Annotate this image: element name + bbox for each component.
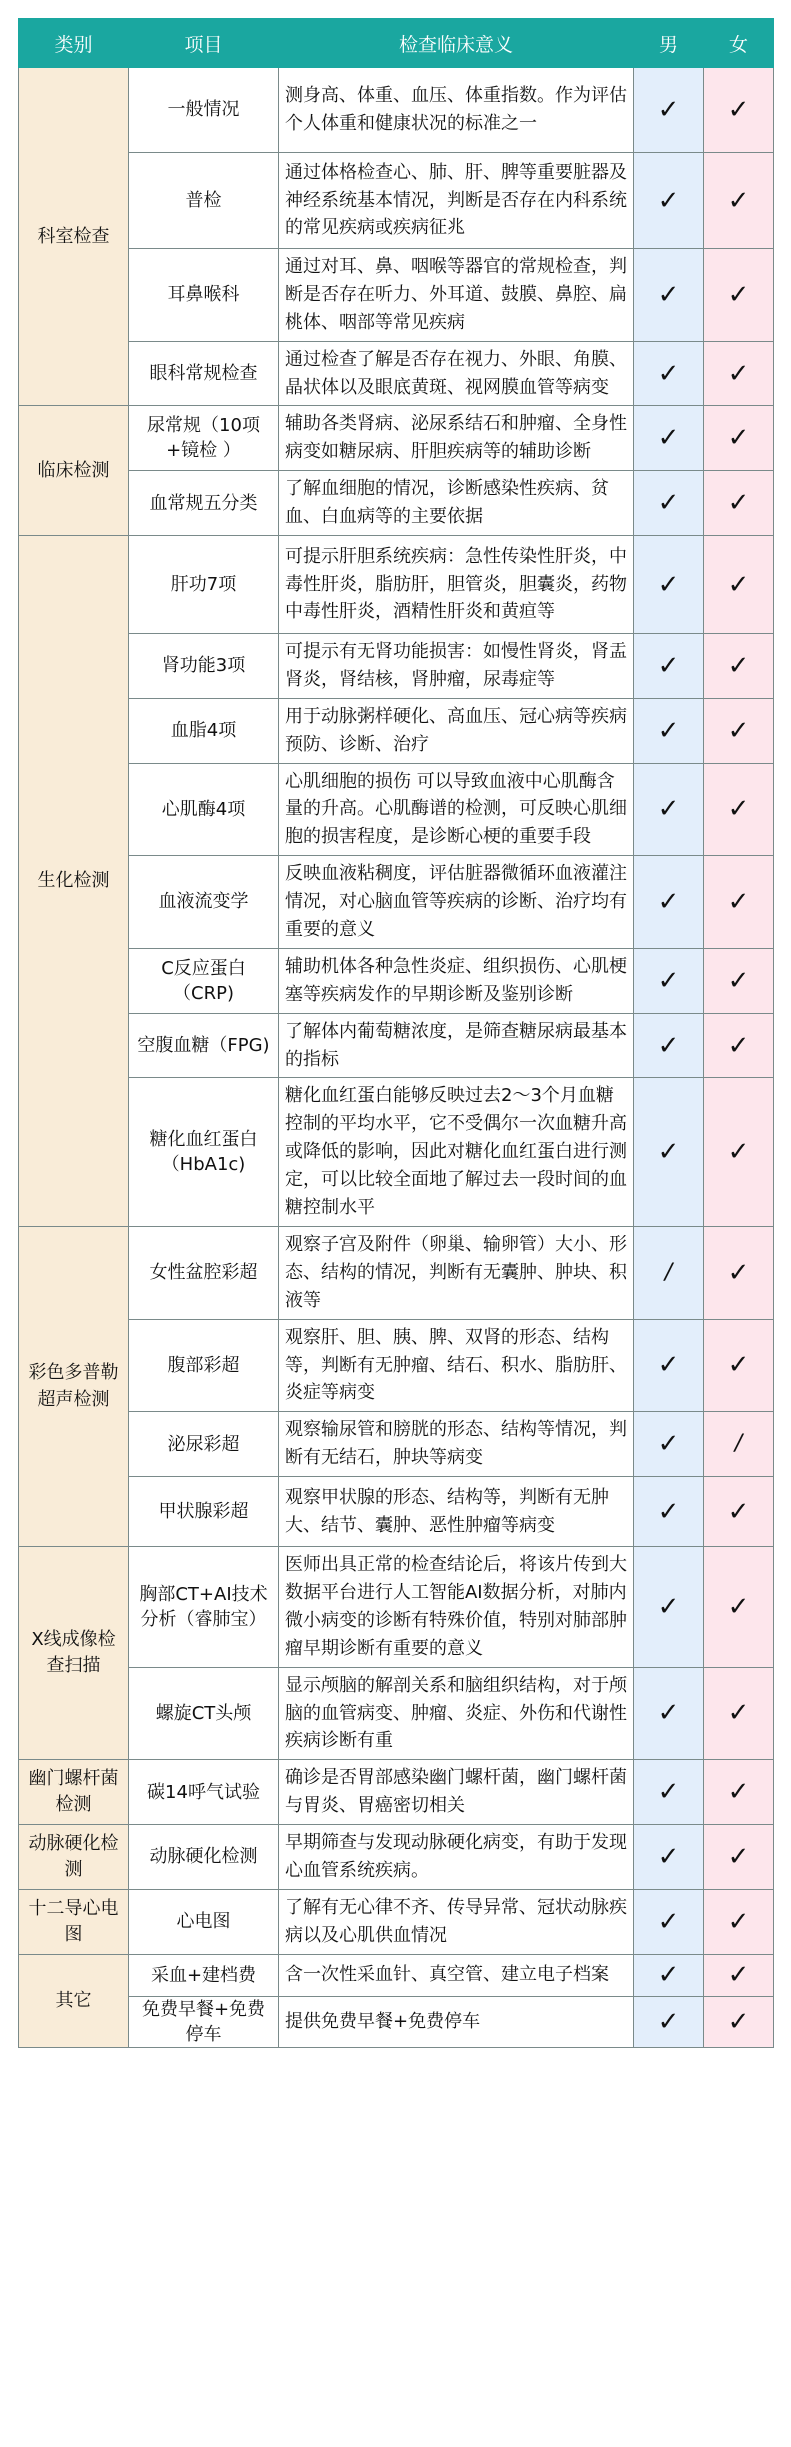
- meaning-cell: 观察甲状腺的形态、结构等，判断有无肿大、结节、囊肿、恶性肿瘤等病变: [279, 1477, 634, 1547]
- check-icon: ✓: [657, 1496, 680, 1527]
- item-cell: 女性盆腔彩超: [129, 1226, 279, 1319]
- item-cell: 空腹血糖（FPG): [129, 1013, 279, 1078]
- female-cell: [704, 1996, 774, 2047]
- category-cell: 临床检测: [19, 406, 129, 536]
- female-cell: [704, 856, 774, 949]
- check-icon: ✓: [727, 423, 750, 454]
- female-cell: [704, 153, 774, 249]
- check-icon: ✓: [727, 2006, 750, 2037]
- check-icon: ✓: [727, 1698, 750, 1729]
- item-cell: 普检: [129, 153, 279, 249]
- table-row: [19, 341, 774, 406]
- table-row: [19, 1412, 774, 1477]
- table-row: [19, 1226, 774, 1319]
- header-female: 女: [704, 19, 774, 68]
- male-cell: [634, 249, 704, 342]
- female-cell: [704, 1013, 774, 1078]
- check-icon: ✓: [657, 2006, 680, 2037]
- meaning-cell: 通过对耳、鼻、咽喉等器官的常规检查，判断是否存在听力、外耳道、鼓膜、鼻腔、扁桃体、咽部等常见疾病: [279, 249, 634, 342]
- table-row: [19, 249, 774, 342]
- female-cell: [704, 1667, 774, 1760]
- check-icon: ✓: [727, 1960, 750, 1991]
- item-cell: 血液流变学: [129, 856, 279, 949]
- male-cell: [634, 763, 704, 856]
- meaning-cell: 了解体内葡萄糖浓度，是筛查糖尿病最基本的指标: [279, 1013, 634, 1078]
- check-icon: ✓: [657, 488, 680, 519]
- category-cell: 动脉硬化检测: [19, 1825, 129, 1890]
- check-icon: ✓: [727, 715, 750, 746]
- female-cell: [704, 341, 774, 406]
- meaning-cell: 可提示有无肾功能损害：如慢性肾炎，肾盂肾炎，肾结核，肾肿瘤，尿毒症等: [279, 634, 634, 699]
- table-row: [19, 1889, 774, 1954]
- female-cell: [704, 1319, 774, 1412]
- table-row: [19, 1477, 774, 1547]
- item-cell: 泌尿彩超: [129, 1412, 279, 1477]
- meaning-cell: 医师出具正常的检查结论后，将该片传到大数据平台进行人工智能AI数据分析，对肺内微小病变的诊断有特殊价值，特别对肺部肿瘤早期诊断有重要的意义: [279, 1547, 634, 1668]
- male-cell: [634, 1319, 704, 1412]
- check-icon: ✓: [727, 1841, 750, 1872]
- check-icon: ✓: [657, 1591, 680, 1622]
- meaning-cell: 了解血细胞的情况，诊断感染性疾病、贫血、白血病等的主要依据: [279, 471, 634, 536]
- exam-table-container: [18, 18, 773, 2048]
- check-icon: ✓: [657, 1841, 680, 1872]
- female-cell: [704, 1889, 774, 1954]
- slash-icon: /: [664, 1259, 673, 1285]
- check-icon: ✓: [727, 1137, 750, 1168]
- table-row: [19, 1996, 774, 2047]
- check-icon: ✓: [657, 1137, 680, 1168]
- table-row: [19, 1825, 774, 1890]
- female-cell: [704, 1477, 774, 1547]
- male-cell: [634, 1226, 704, 1319]
- item-cell: 胸部CT+AI技术分析（睿肺宝）: [129, 1547, 279, 1668]
- female-cell: [704, 1078, 774, 1226]
- table-row: [19, 1013, 774, 1078]
- female-cell: [704, 471, 774, 536]
- male-cell: [634, 68, 704, 153]
- check-icon: ✓: [727, 358, 750, 389]
- item-cell: 采血+建档费: [129, 1954, 279, 1996]
- check-icon: ✓: [657, 1429, 680, 1460]
- check-icon: ✓: [657, 794, 680, 825]
- item-cell: 甲状腺彩超: [129, 1477, 279, 1547]
- meaning-cell: 糖化血红蛋白能够反映过去2～3个月血糖控制的平均水平，它不受偶尔一次血糖升高或降低的影响，因此对糖化血红蛋白进行测定，可以比较全面地了解过去一段时间的血糖控制水平: [279, 1078, 634, 1226]
- table-row: [19, 1954, 774, 1996]
- male-cell: [634, 1889, 704, 1954]
- item-cell: 血脂4项: [129, 698, 279, 763]
- male-cell: [634, 1825, 704, 1890]
- table-row: [19, 536, 774, 634]
- item-cell: 心电图: [129, 1889, 279, 1954]
- table-row: [19, 948, 774, 1013]
- item-cell: 免费早餐+免费停车: [129, 1996, 279, 2047]
- male-cell: [634, 153, 704, 249]
- male-cell: [634, 634, 704, 699]
- check-icon: ✓: [657, 1777, 680, 1808]
- female-cell: [704, 536, 774, 634]
- check-icon: ✓: [657, 965, 680, 996]
- male-cell: [634, 1477, 704, 1547]
- item-cell: 糖化血红蛋白（HbA1c): [129, 1078, 279, 1226]
- slash-icon: /: [734, 1431, 743, 1457]
- female-cell: [704, 634, 774, 699]
- table-row: [19, 698, 774, 763]
- item-cell: 碳14呼气试验: [129, 1760, 279, 1825]
- item-cell: 肾功能3项: [129, 634, 279, 699]
- item-cell: 肝功7项: [129, 536, 279, 634]
- category-cell: 幽门螺杆菌检测: [19, 1760, 129, 1825]
- meaning-cell: 观察子宫及附件（卵巢、输卵管）大小、形态、结构的情况，判断有无囊肿、肿块、积液等: [279, 1226, 634, 1319]
- meaning-cell: 含一次性采血针、真空管、建立电子档案: [279, 1954, 634, 1996]
- table-row: [19, 856, 774, 949]
- female-cell: [704, 1954, 774, 1996]
- check-icon: ✓: [727, 965, 750, 996]
- meaning-cell: 观察肝、胆、胰、脾、双肾的形态、结构等，判断有无肿瘤、结石、积水、脂肪肝、炎症等病变: [279, 1319, 634, 1412]
- check-icon: ✓: [657, 1030, 680, 1061]
- header-category: 类别: [19, 19, 129, 68]
- female-cell: [704, 1825, 774, 1890]
- header-meaning: 检查临床意义: [279, 19, 634, 68]
- meaning-cell: 反映血液粘稠度，评估脏器微循环血液灌注情况，对心脑血管等疾病的诊断、治疗均有重要的意义: [279, 856, 634, 949]
- check-icon: ✓: [727, 95, 750, 125]
- table-row: [19, 68, 774, 153]
- meaning-cell: 了解有无心律不齐、传导异常、冠状动脉疾病以及心肌供血情况: [279, 1889, 634, 1954]
- check-icon: ✓: [727, 794, 750, 825]
- check-icon: ✓: [727, 1777, 750, 1808]
- male-cell: [634, 1412, 704, 1477]
- category-cell: 生化检测: [19, 536, 129, 1227]
- item-cell: 动脉硬化检测: [129, 1825, 279, 1890]
- table-row: [19, 471, 774, 536]
- male-cell: [634, 471, 704, 536]
- header-item: 项目: [129, 19, 279, 68]
- item-cell: 心肌酶4项: [129, 763, 279, 856]
- meaning-cell: 确诊是否胃部感染幽门螺杆菌，幽门螺杆菌与胃炎、胃癌密切相关: [279, 1760, 634, 1825]
- table-row: [19, 763, 774, 856]
- female-cell: [704, 1226, 774, 1319]
- table-row: [19, 1667, 774, 1760]
- female-cell: [704, 1412, 774, 1477]
- male-cell: [634, 1760, 704, 1825]
- check-icon: ✓: [657, 715, 680, 746]
- item-cell: 眼科常规检查: [129, 341, 279, 406]
- check-icon: ✓: [727, 1496, 750, 1527]
- male-cell: [634, 1078, 704, 1226]
- male-cell: [634, 856, 704, 949]
- check-icon: ✓: [657, 569, 680, 600]
- item-cell: 腹部彩超: [129, 1319, 279, 1412]
- check-icon: ✓: [727, 279, 750, 310]
- female-cell: [704, 698, 774, 763]
- check-icon: ✓: [657, 358, 680, 389]
- exam-table: [18, 18, 774, 2048]
- table-row: [19, 1760, 774, 1825]
- check-icon: ✓: [657, 650, 680, 681]
- female-cell: [704, 406, 774, 471]
- header-male: 男: [634, 19, 704, 68]
- check-icon: ✓: [727, 1906, 750, 1937]
- table-row: [19, 1078, 774, 1226]
- table-row: [19, 153, 774, 249]
- item-cell: C反应蛋白（CRP): [129, 948, 279, 1013]
- male-cell: [634, 1996, 704, 2047]
- check-icon: ✓: [657, 1698, 680, 1729]
- meaning-cell: 通过检查了解是否存在视力、外眼、角膜、晶状体以及眼底黄斑、视网膜血管等病变: [279, 341, 634, 406]
- check-icon: ✓: [657, 95, 680, 125]
- category-cell: 科室检查: [19, 68, 129, 406]
- female-cell: [704, 1547, 774, 1668]
- meaning-cell: 辅助机体各种急性炎症、组织损伤、心肌梗塞等疾病发作的早期诊断及鉴别诊断: [279, 948, 634, 1013]
- male-cell: [634, 1954, 704, 1996]
- check-icon: ✓: [657, 1350, 680, 1381]
- exam-table-body: [19, 68, 774, 2048]
- female-cell: [704, 1760, 774, 1825]
- table-row: [19, 1319, 774, 1412]
- check-icon: ✓: [657, 279, 680, 310]
- check-icon: ✓: [657, 887, 680, 918]
- check-icon: ✓: [657, 185, 680, 216]
- category-cell: X线成像检查扫描: [19, 1547, 129, 1760]
- meaning-cell: 早期筛查与发现动脉硬化病变，有助于发现心血管系统疾病。: [279, 1825, 634, 1890]
- meaning-cell: 通过体格检查心、肺、肝、脾等重要脏器及神经系统基本情况，判断是否存在内科系统的常见疾病或疾病征兆: [279, 153, 634, 249]
- female-cell: [704, 249, 774, 342]
- meaning-cell: 辅助各类肾病、泌尿系结石和肿瘤、全身性病变如糖尿病、肝胆疾病等的辅助诊断: [279, 406, 634, 471]
- male-cell: [634, 1667, 704, 1760]
- check-icon: ✓: [657, 1960, 680, 1991]
- meaning-cell: 心肌细胞的损伤 可以导致血液中心肌酶含量的升高。心肌酶谱的检测，可反映心肌细胞的损害程度，是诊断心梗的重要手段: [279, 763, 634, 856]
- meaning-cell: 可提示肝胆系统疾病：急性传染性肝炎，中毒性肝炎，脂肪肝，胆管炎，胆囊炎，药物中毒性肝炎，酒精性肝炎和黄疸等: [279, 536, 634, 634]
- male-cell: [634, 536, 704, 634]
- female-cell: [704, 763, 774, 856]
- check-icon: ✓: [657, 1906, 680, 1937]
- check-icon: ✓: [727, 887, 750, 918]
- item-cell: 耳鼻喉科: [129, 249, 279, 342]
- item-cell: 一般情况: [129, 68, 279, 153]
- check-icon: ✓: [727, 650, 750, 681]
- check-icon: ✓: [727, 569, 750, 600]
- table-row: [19, 406, 774, 471]
- male-cell: [634, 698, 704, 763]
- item-cell: 螺旋CT头颅: [129, 1667, 279, 1760]
- meaning-cell: 观察输尿管和膀胱的形态、结构等情况，判断有无结石，肿块等病变: [279, 1412, 634, 1477]
- check-icon: ✓: [727, 1591, 750, 1622]
- meaning-cell: 用于动脉粥样硬化、高血压、冠心病等疾病预防、诊断、治疗: [279, 698, 634, 763]
- item-cell: 血常规五分类: [129, 471, 279, 536]
- check-icon: ✓: [727, 1030, 750, 1061]
- category-cell: 十二导心电图: [19, 1889, 129, 1954]
- check-icon: ✓: [727, 1350, 750, 1381]
- check-icon: ✓: [727, 488, 750, 519]
- meaning-cell: 测身高、体重、血压、体重指数。作为评估个人体重和健康状况的标准之一: [279, 68, 634, 153]
- table-row: [19, 1547, 774, 1668]
- meaning-cell: 显示颅脑的解剖关系和脑组织结构，对于颅脑的血管病变、肿瘤、炎症、外伤和代谢性疾病诊断有重: [279, 1667, 634, 1760]
- male-cell: [634, 406, 704, 471]
- category-cell: 彩色多普勒超声检测: [19, 1226, 129, 1546]
- male-cell: [634, 1013, 704, 1078]
- check-icon: ✓: [727, 1257, 750, 1288]
- female-cell: [704, 948, 774, 1013]
- male-cell: [634, 341, 704, 406]
- male-cell: [634, 1547, 704, 1668]
- male-cell: [634, 948, 704, 1013]
- header-row: [19, 19, 774, 68]
- check-icon: ✓: [657, 423, 680, 454]
- category-cell: 其它: [19, 1954, 129, 2047]
- meaning-cell: 提供免费早餐+免费停车: [279, 1996, 634, 2047]
- item-cell: 尿常规（10项+镜检 ）: [129, 406, 279, 471]
- female-cell: [704, 68, 774, 153]
- table-row: [19, 634, 774, 699]
- check-icon: ✓: [727, 185, 750, 216]
